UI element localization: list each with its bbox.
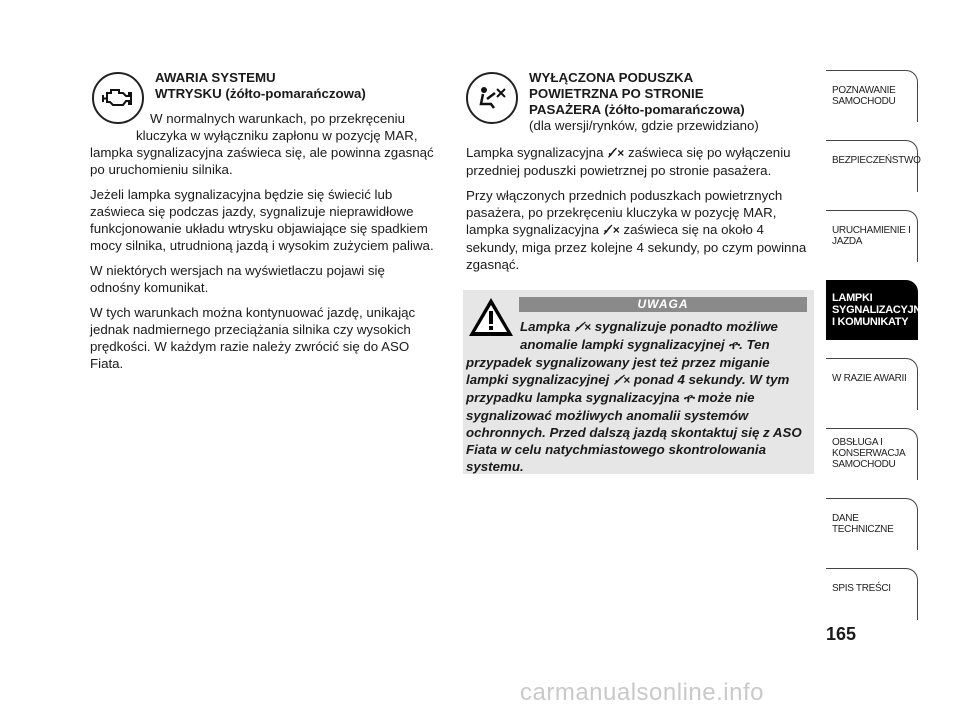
- injection-paragraph-3: W niektórych wersjach na wyświetlaczu pojawi się odnośny komunikat.: [90, 263, 385, 295]
- tab-poznawanie[interactable]: POZNAWANIE SAMOCHODU: [826, 70, 918, 122]
- chapter-tabs: [826, 70, 929, 638]
- airbag-off-icon: ✓̸×: [573, 320, 592, 334]
- airbag-off-icon: ✓̸×: [607, 146, 625, 160]
- airbag-off-icon: ✓̸×: [613, 373, 631, 387]
- tab-spis-tresci[interactable]: SPIS TREŚCI: [826, 568, 918, 620]
- injection-paragraph-4: W tych warunkach można kontynuować jazdę, unikając jednak nadmiernego przeciążania silnika czy wysokich prędkości. W każdym razie należy zwrócić się do ASO Fiata.: [90, 305, 416, 371]
- page-number: 165: [826, 624, 857, 644]
- passenger-airbag-off-icon: [466, 72, 518, 124]
- injection-section: [90, 110, 437, 380]
- watermark: carmanualsonline.info: [520, 679, 764, 706]
- airbag-warning-icon: ዯ: [683, 391, 694, 405]
- tab-uruchamienie[interactable]: URUCHAMIENIE I JAZDA: [826, 210, 918, 262]
- tab-dane-techniczne[interactable]: DANE TECHNICZNE: [826, 498, 918, 550]
- tab-bezpieczenstwo[interactable]: BEZPIECZEŃSTWO: [826, 140, 918, 192]
- airbag-paragraph-1: Lampka sygnalizacyjna ✓̸× zaświeca się po wyłączeniu przedniej poduszki powietrznej po stronie pasażera.: [466, 145, 791, 178]
- airbag-paragraph-2: Przy włączonych przednich poduszkach powietrznych pasażera, po przekręceniu kluczyka w pozycję MAR, lampka sygnalizacyjna ✓̸× zaświeca się na około 4 sekundy, miga przez kolejne 4 sekundy, po czym powinna zgasnąć.: [466, 188, 807, 272]
- warning-text: Lampka ✓̸× sygnalizuje ponadto możliwe anomalie lampki sygnalizacyjnej ዯ. Ten przypadek sygnalizowany jest też przez miganie lampki sygnalizacyjnej ✓̸× ponad 4 sekundy. W tym przypadku lampka sygnalizacyjna ዯ może nie sygnalizować możliwych anomalii systemów ochronnych. Przed dalszą jazdą skontaktuj się z ASO Fiata w celu natychmiastowego skontrolowania systemu.: [466, 319, 802, 474]
- injection-paragraph-2: Jeżeli lampka sygnalizacyjna będzie się świecić lub zaświeca się podczas jazdy, sygnalizuje nieprawidłowe funkcjonowanie układu wtrysku objawiające się spadkiem mocy silnika, utrudnioną jazdą i wysokim zużyciem paliwa.: [90, 187, 434, 253]
- airbag-warning-icon: ዯ: [728, 338, 740, 352]
- tab-lampki-active[interactable]: LAMPKI SYGNALIZACYJNE I KOMUNIKATY: [826, 280, 918, 340]
- injection-paragraph-1: W normalnych warunkach, po przekręceniu kluczyka w wyłączniku zapłonu w pozycję MAR, lampka sygnalizacyjna zaświeca się, ale powinna zgasnąć po uruchomieniu silnika.: [90, 111, 434, 177]
- warning-title: UWAGA: [519, 297, 807, 312]
- airbag-off-icon: ✓̸×: [602, 223, 620, 237]
- airbag-heading: WYŁĄCZONA PODUSZKA POWIETRZNA PO STRONIE PASAŻERA (żółto-pomarańczowa) (dla wersji/rynków, gdzie przewidziano): [529, 70, 759, 133]
- injection-heading: AWARIA SYSTEMU WTRYSKU (żółto-pomarańczowa): [155, 70, 366, 101]
- tab-awarie[interactable]: W RAZIE AWARII: [826, 358, 918, 410]
- tab-obsluga[interactable]: OBSŁUGA I KONSERWACJA SAMOCHODU: [826, 428, 918, 480]
- airbag-section: [466, 144, 814, 281]
